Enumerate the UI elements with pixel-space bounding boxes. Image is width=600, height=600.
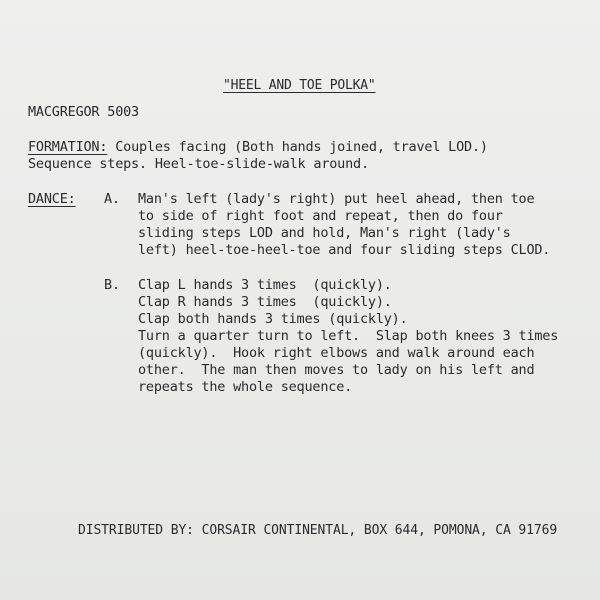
formation-label: FORMATION: (28, 139, 108, 155)
dance-label: DANCE: (28, 191, 76, 207)
part-a-line: to side of right foot and repeat, then do four (138, 208, 503, 224)
formation-line-1 (28, 139, 488, 156)
part-a-line: sliding steps LOD and hold, Man's right (lady's (138, 225, 511, 241)
distributor-footer: DISTRIBUTED BY: CORSAIR CONTINENTAL, BOX 644, POMONA, CA 91769 (78, 523, 558, 538)
part-b-line: (quickly). Hook right elbows and walk around each (138, 345, 535, 361)
document-title: "HEEL AND TOE POLKA" (223, 78, 376, 93)
part-b-marker: B. (104, 277, 120, 293)
formation-line-2: Sequence steps. Heel-toe-slide-walk around. (28, 156, 369, 172)
part-a-marker: A. (104, 191, 120, 207)
part-a-line: Man's left (lady's right) put heel ahead, then toe (138, 191, 535, 207)
part-b-line: Clap R hands 3 times (quickly). (138, 294, 392, 310)
part-b-line: Turn a quarter turn to left. Slap both knees 3 times (138, 328, 559, 344)
formation-text: Couples facing (Both hands joined, travel LOD.) (107, 139, 488, 155)
catalog-number: MACGREGOR 5003 (28, 104, 139, 120)
part-b-line: Clap both hands 3 times (quickly). (138, 311, 408, 327)
part-b-line: repeats the whole sequence. (138, 379, 353, 395)
part-b-line: other. The man then moves to lady on his left and (138, 362, 535, 378)
part-a-line: left) heel-toe-heel-toe and four sliding steps CLOD. (138, 242, 551, 258)
part-b-line: Clap L hands 3 times (quickly). (138, 277, 392, 293)
